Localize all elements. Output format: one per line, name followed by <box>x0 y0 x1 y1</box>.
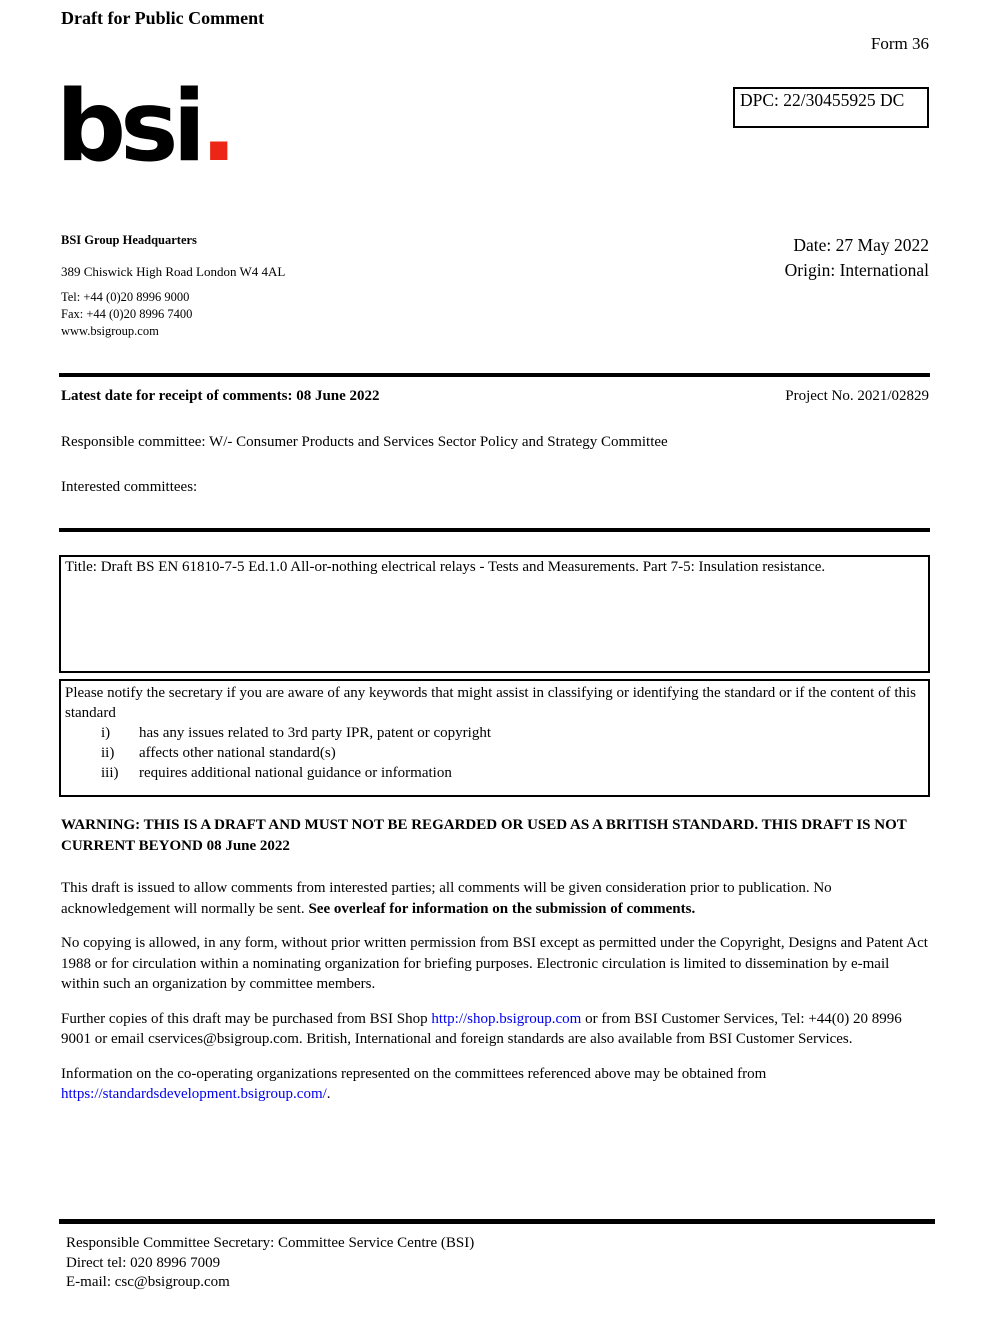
keywords-item-text: affects other national standard(s) <box>139 745 336 761</box>
footer-secretary: Responsible Committee Secretary: Committee Service Centre (BSI) <box>66 1235 475 1251</box>
date-origin-block <box>785 233 929 283</box>
text-segment: Further copies of this draft may be purchased from BSI Shop <box>61 1010 432 1027</box>
form-number: Form 36 <box>870 34 929 53</box>
origin-line: Origin: International <box>784 260 929 280</box>
draft-for-public-comment-heading: Draft for Public Comment <box>61 8 265 28</box>
bsi-logo-text: bsi <box>56 70 201 184</box>
horizontal-rule-middle <box>59 528 930 532</box>
address-tel: Tel: +44 (0)20 8996 9000 <box>61 290 190 304</box>
dpc-number: DPC: 22/30455925 DC <box>740 90 905 110</box>
body-paragraph-copying <box>61 933 929 995</box>
address-block <box>61 233 361 340</box>
warning-paragraph: WARNING: THIS IS A DRAFT AND MUST NOT BE REGARDED OR USED AS A BRITISH STANDARD. THIS DRAFT IS NOT CURRENT BEYOND 08 June 2022 <box>61 817 907 854</box>
text-segment: This draft is issued to allow comments from interested parties; all comments will be given consideration prior to publication. No acknowledgement will normally be sent. <box>61 880 832 917</box>
interested-committees-line: Interested committees: <box>61 479 198 495</box>
keywords-item-ii <box>65 743 924 763</box>
address-street: 389 Chiswick High Road London W4 4AL <box>61 264 286 279</box>
latest-date-label: Latest date for receipt of comments: 08 June 2022 <box>61 388 380 404</box>
text-segment: No copying is allowed, in any form, without prior written permission from BSI except as permitted under the Copyright, Designs and Patent Act 1988 or for circulation within a nominating organization for briefing purposes. Electronic circulation is limited to dissemination by e-mail within such an organization by committee members. <box>61 935 928 992</box>
footer-block <box>66 1234 926 1293</box>
horizontal-rule-top <box>59 373 930 377</box>
latest-date-row <box>61 388 929 405</box>
keywords-intro: Please notify the secretary if you are aware of any keywords that might assist in classifying or identifying the standard or if the content of this standard <box>65 685 917 721</box>
body-paragraph-copies <box>61 1009 929 1050</box>
body-text <box>61 815 929 1119</box>
responsible-committee-line: Responsible committee: W/- Consumer Products and Services Sector Policy and Strategy Committee <box>61 434 668 450</box>
text-segment: Information on the co-operating organizations represented on the committees referenced above may be obtained from <box>61 1065 767 1082</box>
footer-tel: Direct tel: 020 8996 7009 <box>66 1254 221 1271</box>
keywords-item-marker: iii) <box>101 765 119 781</box>
address-website: www.bsigroup.com <box>61 324 159 338</box>
project-number: Project No. 2021/02829 <box>785 388 929 404</box>
bsi-logo-red-dot: . <box>200 70 238 184</box>
address-fax: Fax: +44 (0)20 8996 7400 <box>61 307 193 321</box>
standard-title: Title: Draft BS EN 61810-7-5 Ed.1.0 All-or-nothing electrical relays - Tests and Measurements. Part 7-5: Insulation resistance. <box>65 559 826 575</box>
hyperlink[interactable]: http://shop.bsigroup.com <box>431 1010 582 1027</box>
text-segment: See overleaf for information on the submission of comments. <box>308 900 696 917</box>
keywords-item-marker: i) <box>101 725 111 741</box>
keywords-item-text: has any issues related to 3rd party IPR, patent or copyright <box>139 725 492 741</box>
keywords-item-iii <box>65 763 924 783</box>
body-paragraph-comments <box>61 878 929 919</box>
keywords-box <box>59 679 930 797</box>
text-segment: or from BSI Customer Services, Tel: +44(0) 20 8996 9001 or email cservices@bsigroup.com. British, International and foreign standards are also available from BSI Customer Services. <box>61 1010 902 1047</box>
hyperlink[interactable]: https://standardsdevelopment.bsigroup.com/ <box>61 1086 327 1102</box>
title-box <box>59 555 930 673</box>
keywords-item-i <box>65 723 924 743</box>
dpc-number-box <box>733 87 929 128</box>
body-paragraph-organizations <box>61 1064 929 1105</box>
date-line: Date: 27 May 2022 <box>793 235 929 255</box>
footer-email: E-mail: csc@bsigroup.com <box>66 1274 230 1290</box>
bsi-logo <box>56 70 238 184</box>
text-segment: . <box>326 1086 331 1102</box>
horizontal-rule-bottom <box>59 1219 935 1224</box>
keywords-item-text: requires additional national guidance or information <box>139 765 452 781</box>
address-heading: BSI Group Headquarters <box>61 233 197 247</box>
keywords-item-marker: ii) <box>101 745 115 761</box>
